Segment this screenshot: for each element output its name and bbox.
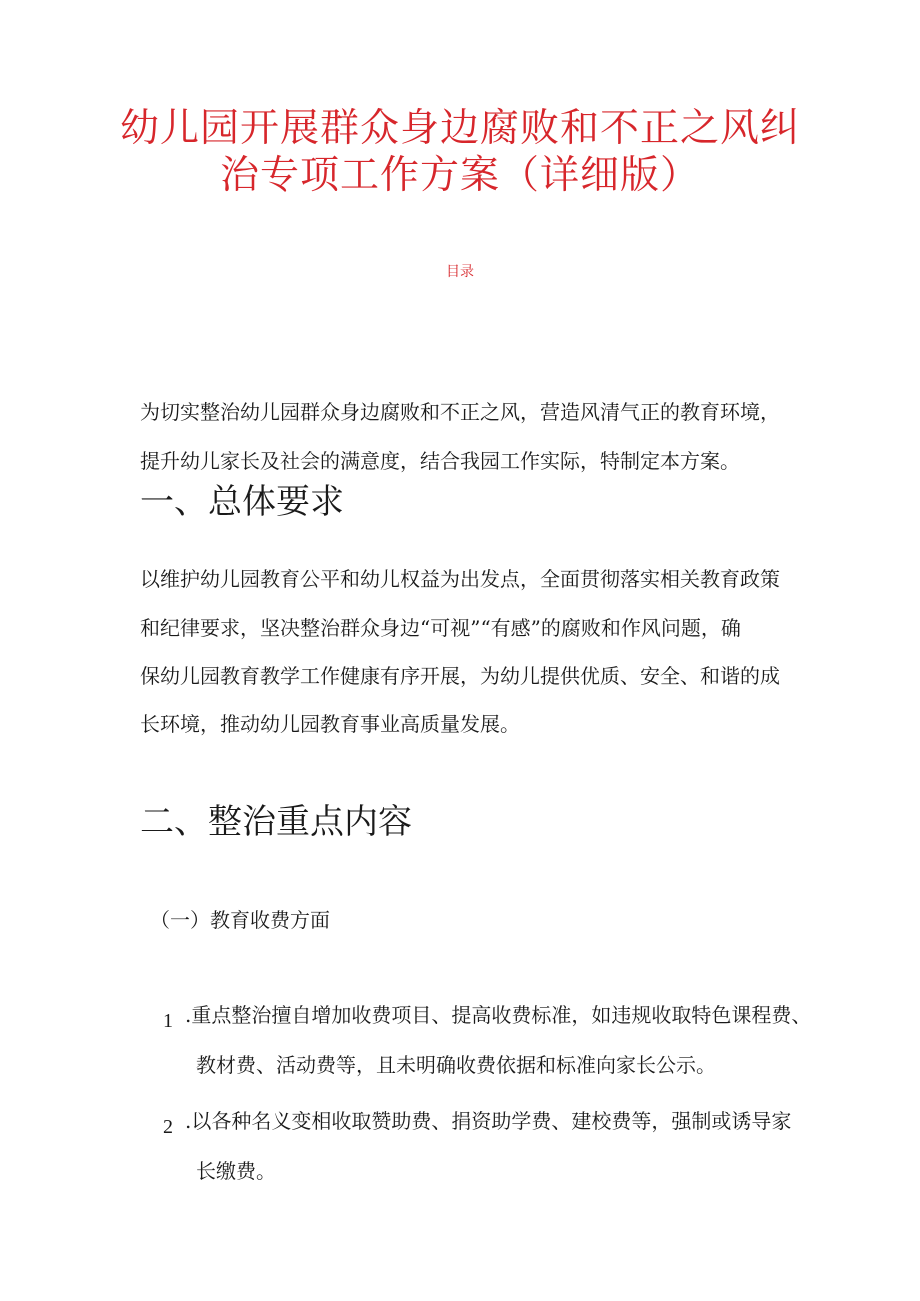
section-1-paragraph-line-3: 保幼儿园教育教学工作健康有序开展，为幼儿提供优质、安全、和谐的成: [140, 664, 780, 688]
intro-line-2: 提升幼儿家长及社会的满意度，结合我园工作实际，特制定本方案。: [140, 449, 740, 473]
document-title-line-2: 治专项工作方案（详细版）: [219, 153, 700, 198]
section-heading-1: 一、总体要求: [140, 482, 344, 522]
list-item-2-line-2: 长缴费。: [196, 1159, 276, 1183]
list-item-2-line-1: .以各种名义变相收取赞助费、捐资助学费、建校费等，强制或诱导家: [185, 1109, 792, 1133]
table-of-contents-link[interactable]: 目录: [446, 264, 474, 280]
document-title-line-1: 幼儿园开展群众身边腐败和不正之风纠: [119, 106, 800, 151]
list-item-number-1: 1: [163, 1010, 173, 1032]
section-1-paragraph-line-4: 长环境，推动幼儿园教育事业高质量发展。: [140, 712, 520, 736]
list-item-1-line-1: .重点整治擅自增加收费项目、提高收费标准，如违规收取特色课程费、: [185, 1003, 812, 1027]
intro-line-1: 为切实整治幼儿园群众身边腐败和不正之风，营造风清气正的教育环境，: [140, 400, 780, 424]
subsection-heading: （一）教育收费方面: [150, 908, 330, 932]
section-1-paragraph-line-2: 和纪律要求，坚决整治群众身边“可视”“有感”的腐败和作风问题，确: [140, 616, 741, 640]
list-item-1-line-2: 教材费、活动费等，且未明确收费依据和标准向家长公示。: [196, 1053, 716, 1077]
section-1-paragraph-line-1: 以维护幼儿园教育公平和幼儿权益为出发点，全面贯彻落实相关教育政策: [140, 567, 780, 591]
list-item-number-2: 2: [163, 1116, 173, 1138]
section-heading-2: 二、整治重点内容: [140, 802, 412, 842]
